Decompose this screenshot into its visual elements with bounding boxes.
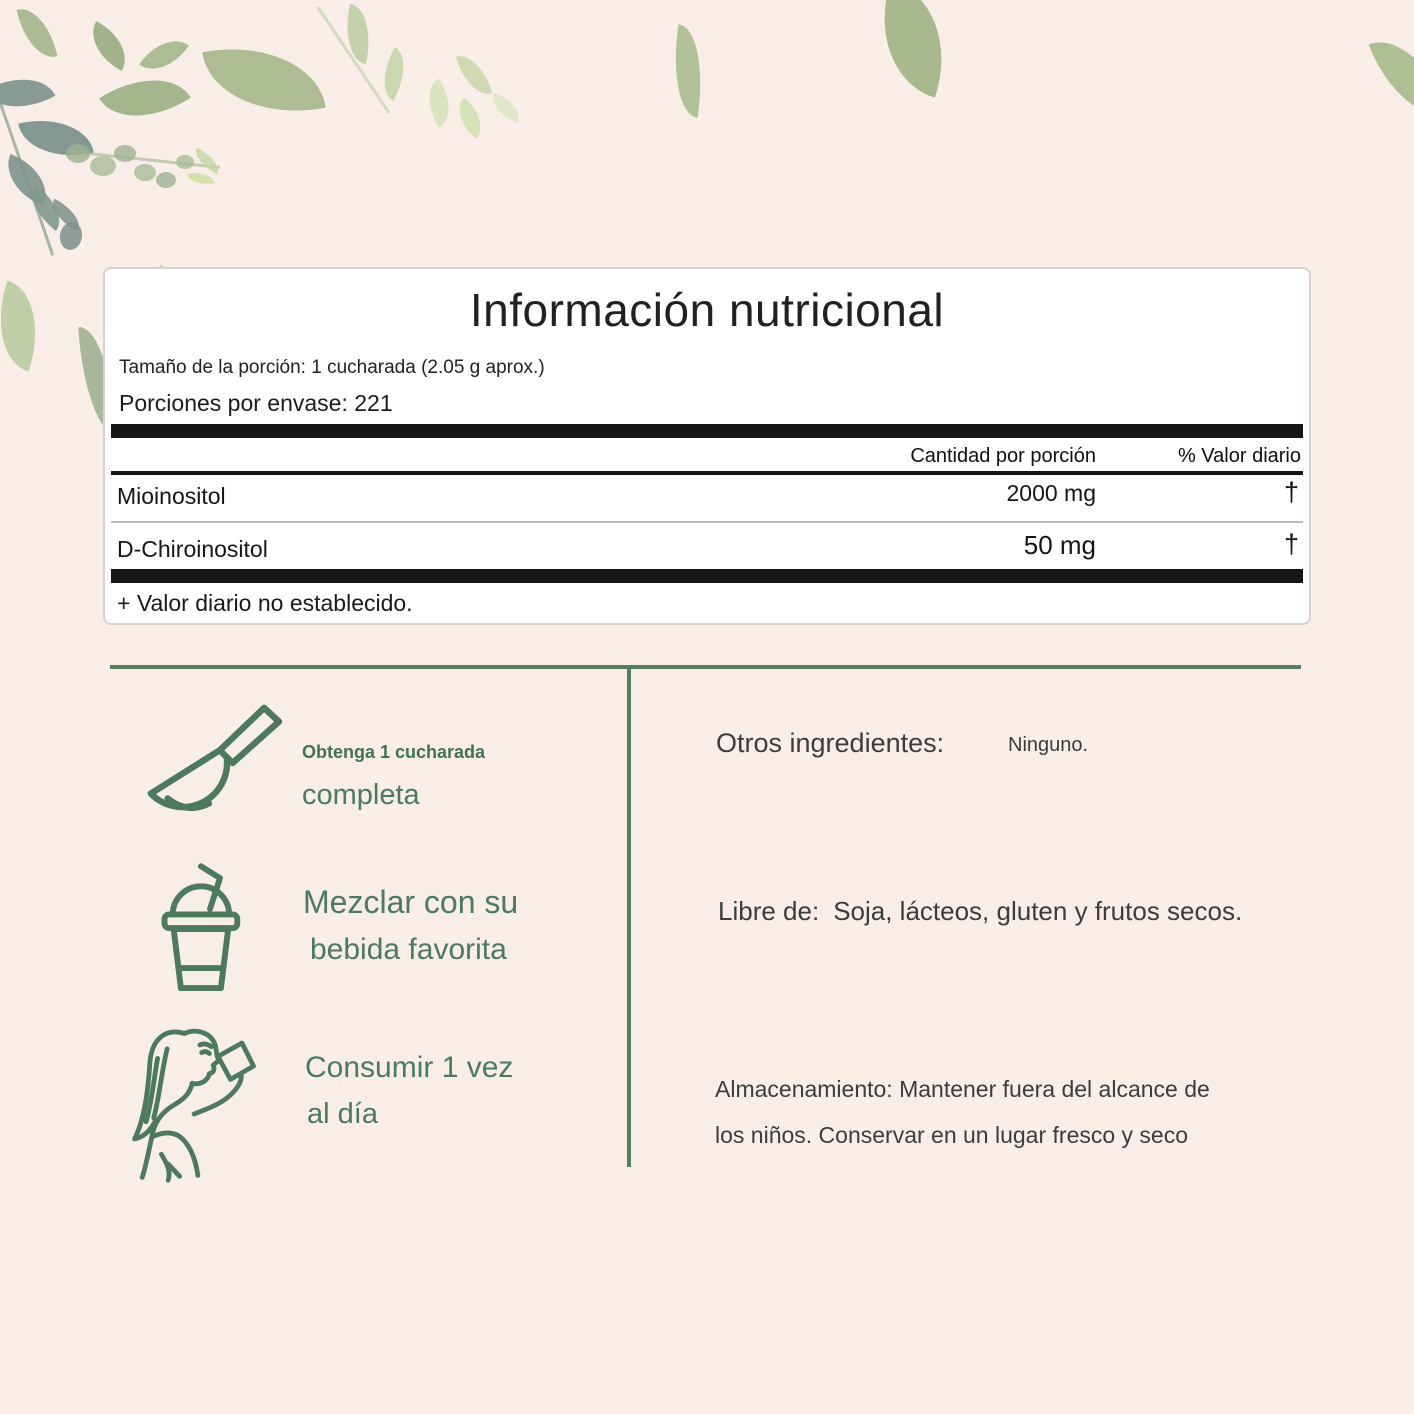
leaf xyxy=(448,97,491,139)
leaf xyxy=(187,170,215,186)
nutrient-daily-value-dagger: † xyxy=(1283,477,1299,507)
storage-text-line1: Almacenamiento: Mantener fuera del alcance de xyxy=(715,1076,1210,1102)
section-divider-horizontal xyxy=(110,665,1301,669)
leaf xyxy=(202,33,325,127)
panel-title: Información nutricional xyxy=(469,284,945,336)
leaf xyxy=(666,24,710,118)
row-separator xyxy=(111,521,1303,523)
leaf xyxy=(176,155,194,169)
header-separator-bar xyxy=(111,471,1303,475)
daily-value-footnote: + Valor diario no establecido. xyxy=(117,590,413,616)
leaf xyxy=(455,49,492,100)
nutrient-name: Mioinositol xyxy=(117,483,226,509)
other-ingredients-value: Ninguno. xyxy=(1008,734,1089,756)
leaf xyxy=(156,172,176,188)
free-from-row xyxy=(718,896,1242,927)
leaf xyxy=(134,164,156,181)
leaf xyxy=(81,21,137,71)
other-ingredients-label: Otros ingredientes: xyxy=(716,728,945,758)
instruction-text: completa xyxy=(302,779,420,811)
leaf xyxy=(861,0,965,98)
free-from-label: Libre de: xyxy=(718,896,820,926)
storage-text-line2: los niños. Conservar en un lugar fresco y seco xyxy=(715,1122,1189,1148)
instruction-text: Consumir 1 vez xyxy=(305,1051,514,1084)
leaf xyxy=(372,47,416,101)
nutrient-daily-value-dagger: † xyxy=(1283,529,1299,559)
leaf xyxy=(90,156,116,176)
column-header-amount: Cantidad por porción xyxy=(910,445,1096,467)
leaf xyxy=(114,145,136,162)
section-divider-vertical xyxy=(627,669,631,1167)
instruction-text: bebida favorita xyxy=(310,933,507,966)
servings-per-container: Porciones por envase: 221 xyxy=(119,390,393,416)
nutrient-name: D-Chiroinositol xyxy=(117,536,268,562)
leaf xyxy=(190,148,223,174)
scoop-icon xyxy=(128,698,286,835)
leaf xyxy=(66,144,90,163)
nutrition-facts-panel xyxy=(103,267,1311,625)
column-header-daily-value: % Valor diario xyxy=(1177,445,1301,467)
leaf xyxy=(1369,26,1414,130)
nutrient-amount: 2000 mg xyxy=(1006,480,1096,506)
leaf xyxy=(417,78,461,127)
instruction-text: al día xyxy=(307,1098,378,1130)
serving-size: Tamaño de la porción: 1 cucharada (2.05 g aprox.) xyxy=(119,357,545,378)
thick-separator-bar xyxy=(111,424,1303,438)
instruction-text: Mezclar con su xyxy=(303,884,519,920)
leaf xyxy=(58,220,85,251)
leaf xyxy=(139,28,189,81)
instruction-text: Obtenga 1 cucharada xyxy=(302,742,486,762)
drinking-woman-icon xyxy=(124,1020,289,1190)
free-from-value: Soja, lácteos, gluten y frutos secos. xyxy=(833,896,1243,926)
leaf xyxy=(0,281,53,372)
leaf xyxy=(17,3,58,62)
leaf xyxy=(338,4,377,65)
nutrient-amount: 50 mg xyxy=(1023,530,1096,560)
cup-icon xyxy=(150,854,250,1009)
thick-separator-bar xyxy=(111,569,1303,583)
leaf xyxy=(99,57,191,139)
leaf xyxy=(0,62,55,124)
leaf xyxy=(488,93,525,123)
